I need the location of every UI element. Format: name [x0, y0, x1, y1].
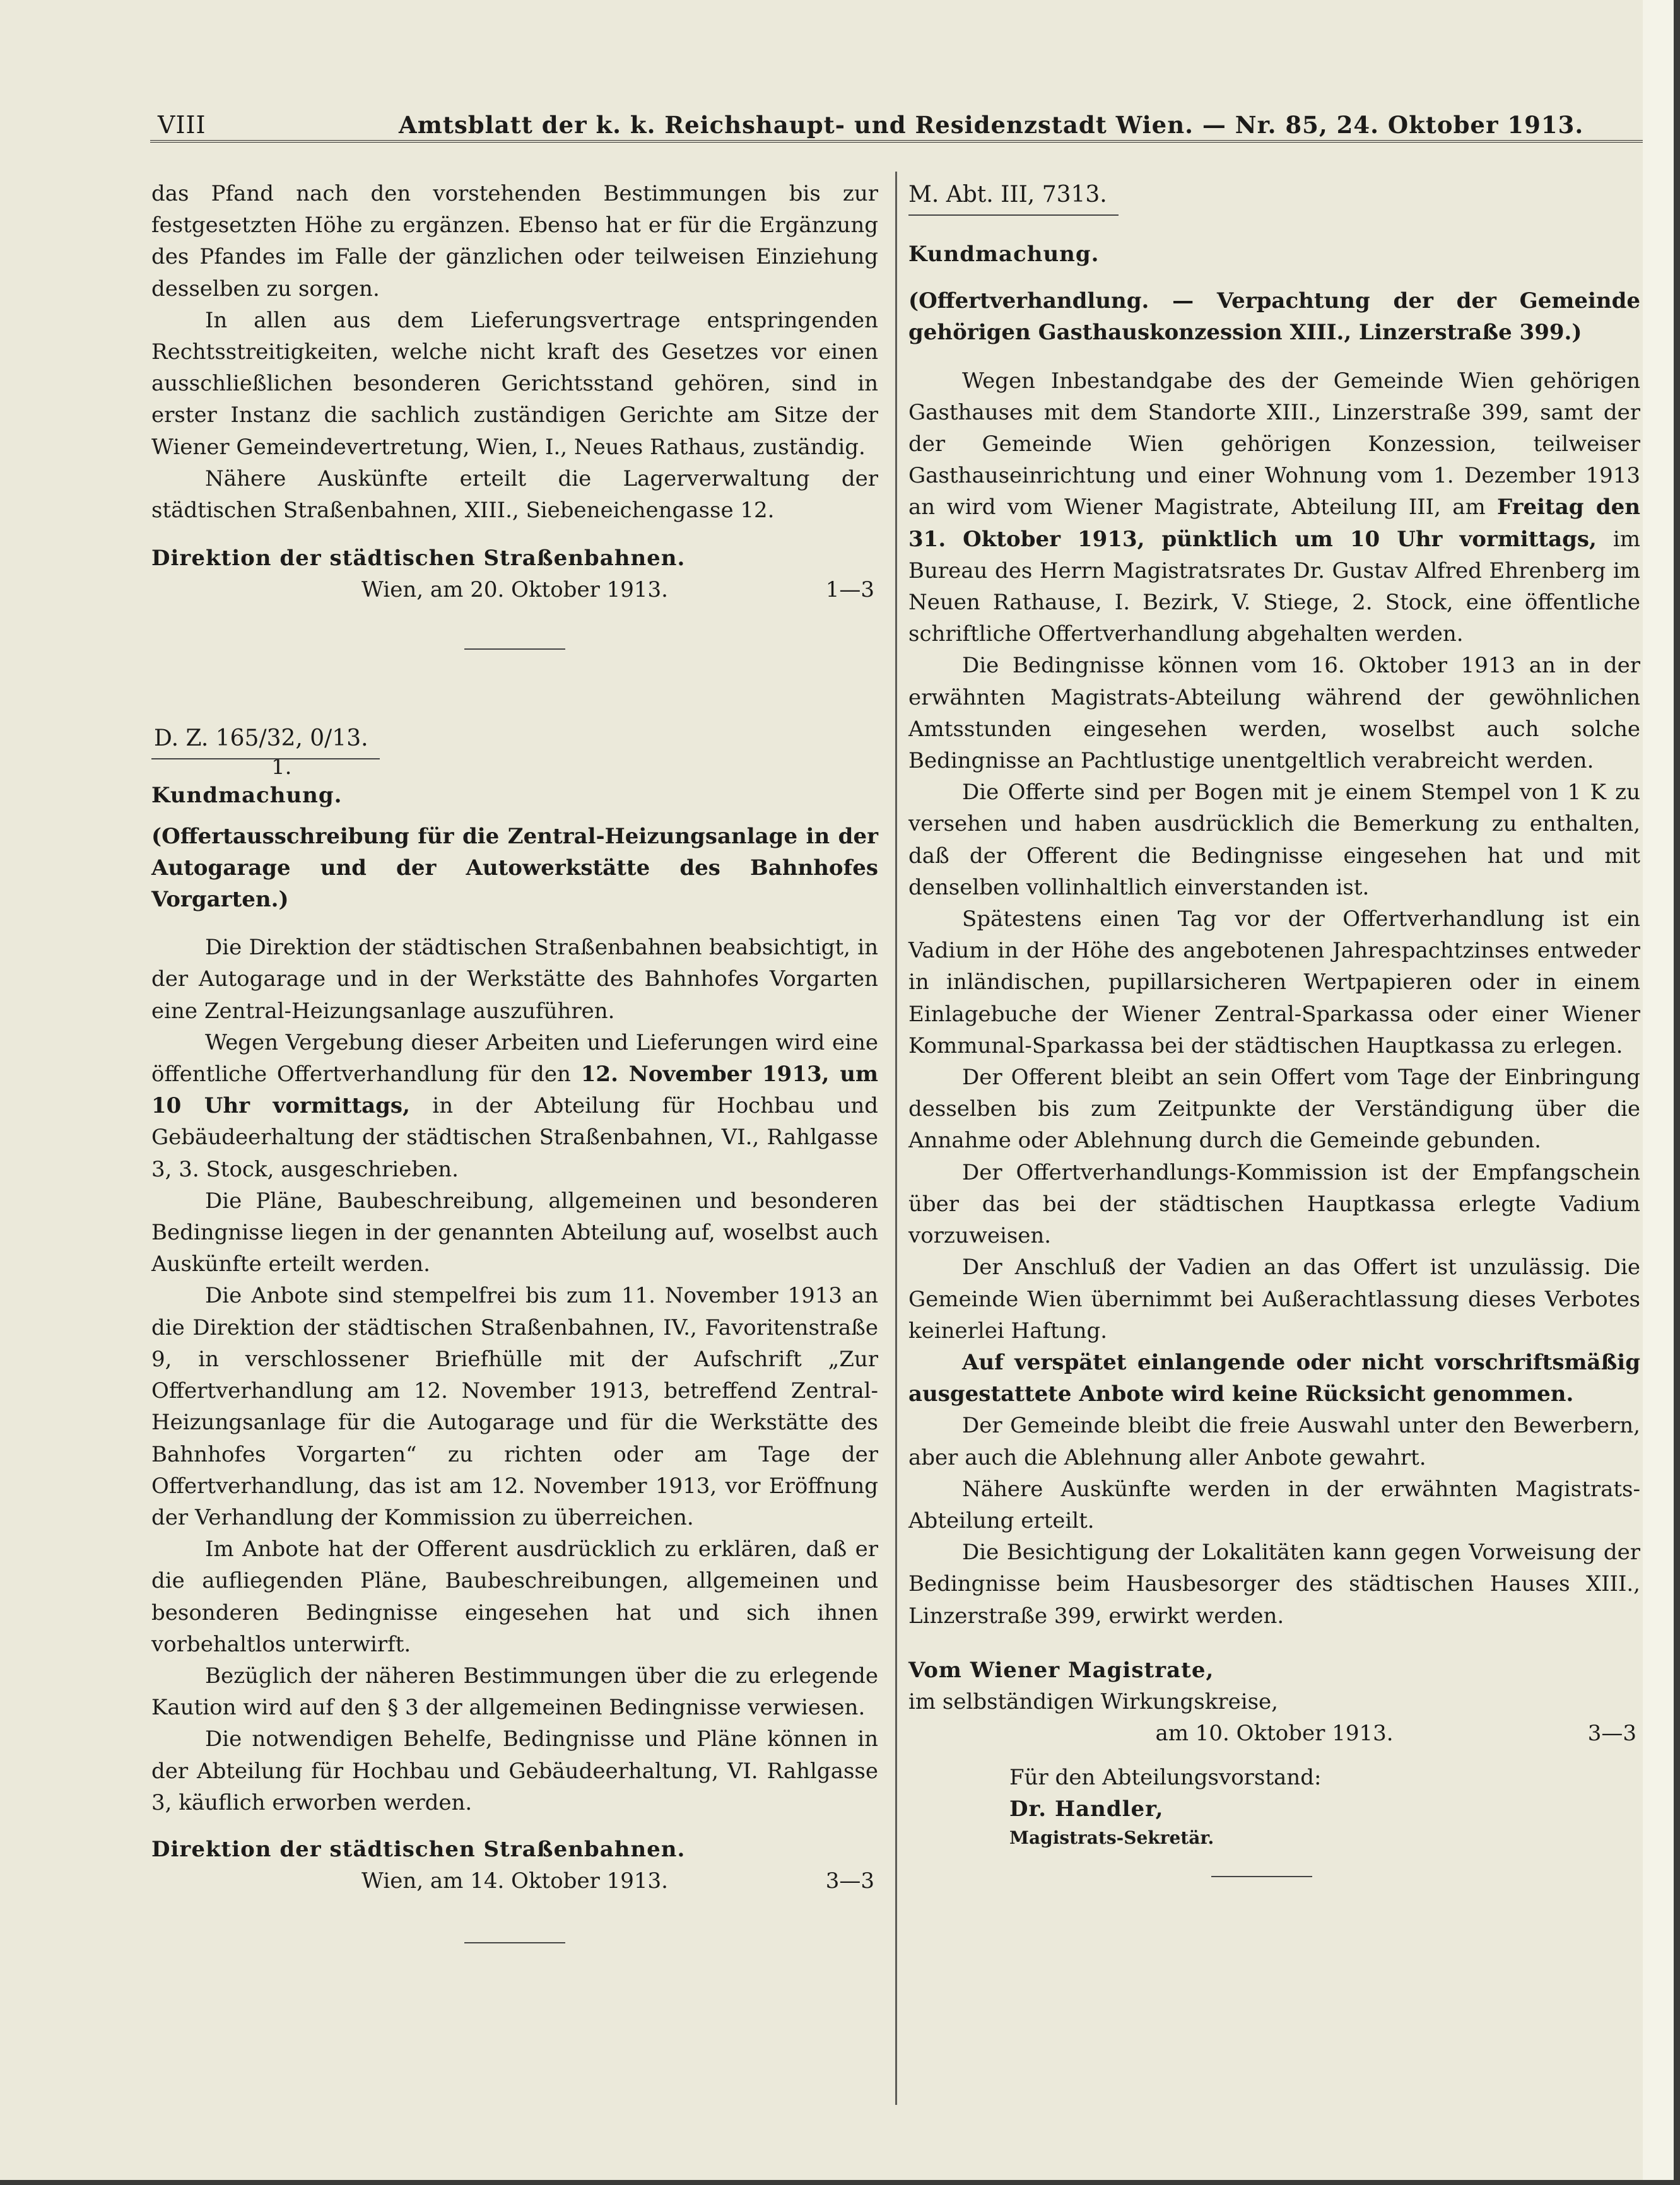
bold-date: 12. November 1913, um 10 Uhr vormittags, [151, 1062, 879, 1119]
paragraph: Im Anbote hat der Offerent ausdrücklich zu erklären, daß er die aufliegenden Pläne, Baubeschreibungen, allgemeinen und besonderen Bedingnisse eingesehen hat und sich ihnen vorbehaltlos unterwirft. [151, 1537, 878, 1657]
paragraph-text: im Bureau des Herrn Magistratsrates Dr. Gustav Alfred Ehrenberg im Neuen Rathause, I. Bezirk, V. Stiege, 2. Stock, eine öffentliche schriftliche Offertverhandlung abgehalten werden. [908, 526, 1640, 647]
header-rule [150, 140, 1643, 143]
right-column [908, 178, 1640, 1877]
signature-date: am 10. Oktober 1913. [1155, 1721, 1394, 1747]
page-number: VIII [158, 111, 206, 139]
paragraph: Bezüglich der näheren Bestimmungen über die zu erlegende Kaution wird auf den § 3 der allgemeinen Bedingnisse verwiesen. [151, 1663, 878, 1721]
paragraph: In allen aus dem Lieferungsvertrage entspringenden Rechtsstreitigkeiten, welche nicht kraft des Gesetzes vor einen ausschließlichen besonderen Gerichtsstand gehören, sind in erster Instanz die sachlich zuständigen Gerichte am Sitze der Wiener Gemeindevertretung, Wien, I., Neues Rathaus, zuständig. [151, 307, 878, 460]
insertion-number: 3—3 [825, 1868, 874, 1894]
notice-subtitle: (Offertausschreibung für die Zentral-Heizungsanlage in der Autogarage und der Autowerkstätte des Bahnhofes Vorgarten.) [151, 823, 878, 913]
paragraph: Nähere Auskünfte werden in der erwähnten Magistrats-Abteilung erteilt. [908, 1476, 1640, 1533]
notice-heading: Kundmachung. [151, 783, 343, 809]
signature-date: Wien, am 20. Oktober 1913. [361, 577, 668, 603]
signature-date: Wien, am 14. Oktober 1913. [361, 1868, 668, 1894]
signature-org: Direktion der städtischen Straßenbahnen. [151, 1836, 686, 1862]
paragraph: Spätestens einen Tag vor der Offertverhandlung ist ein Vadium in der Höhe des angebotenen Jahrespachtzinses entweder in inländischen, pupillarsicheren Wertpapieren oder in einem Einlagebuche der Wiener Zentral-Sparkassa oder einer Wiener Kommunal-Sparkassa bei der städtischen Hauptkassa zu erlegen. [908, 906, 1640, 1058]
signature-org: Direktion der städtischen Straßenbahnen. [151, 546, 686, 571]
notice-subtitle: (Offertverhandlung. — Verpachtung der der Gemeinde gehörigen Gasthauskonzession XIII., Linzerstraße 399.) [908, 288, 1640, 346]
emphasis-paragraph: Auf verspätet einlangende oder nicht vorschriftsmäßig ausgestattete Anbote wird keine Rücksicht genommen. [908, 1349, 1640, 1407]
paragraph: Der Offertverhandlungs-Kommission ist der Empfangschein über das bei der städtischen Hauptkassa erlegte Vadium vorzuweisen. [908, 1159, 1640, 1249]
signature-org: Vom Wiener Magistrate, [908, 1657, 1214, 1683]
signature-name: Dr. Handler, [1009, 1796, 1164, 1822]
signature-title: Magistrats-Sekretär. [1009, 1827, 1214, 1848]
insertion-number: 1—3 [825, 577, 874, 603]
paragraph [151, 1027, 878, 1185]
paragraph: Der Anschluß der Vadien an das Offert ist unzulässig. Die Gemeinde Wien übernimmt bei Außerachtlassung dieses Verbotes keinerlei Haftung. [908, 1255, 1640, 1344]
section-rule [1211, 1876, 1312, 1877]
insertion-number: 3—3 [1587, 1721, 1636, 1747]
left-column [151, 178, 878, 1943]
paragraph [908, 365, 1640, 650]
paragraph: Die Bedingnisse können vom 16. Oktober 1913 an in der erwähnten Magistrats-Abteilung während der gewöhnlichen Amtsstunden eingesehen werden, woselbst auch solche Bedingnisse an Pachtlustige unentgeltlich verabreicht werden. [908, 653, 1640, 774]
paragraph: Die Besichtigung der Lokalitäten kann gegen Vorweisung der Bedingnisse beim Hausbesorger des städtischen Hauses XIII., Linzerstraße 399, erwirkt werden. [908, 1540, 1640, 1629]
notice-reference: D. Z. 165/32, 0/13. [151, 723, 380, 759]
continuation-paragraph: das Pfand nach den vorstehenden Bestimmungen bis zur festgesetzten Höhe zu ergänzen. Ebenso hat er für die Ergänzung des Pfandes im Falle der gänzlichen oder teilweisen Einziehung desselben zu sorgen. [151, 181, 878, 302]
paragraph: Nähere Auskünfte erteilt die Lagerverwaltung der städtischen Straßenbahnen, XIII., Siebeneichengasse 12. [151, 466, 878, 524]
paragraph: Die Pläne, Baubeschreibung, allgemeinen und besonderen Bedingnisse liegen in der genannten Abteilung auf, woselbst auch Auskünfte erteilt werden. [151, 1188, 878, 1277]
bold-date: Freitag den 31. Oktober 1913, pünktlich um 10 Uhr vormittags, [908, 495, 1640, 552]
section-rule [464, 1942, 565, 1943]
notice-heading: Kundmachung. [908, 242, 1100, 267]
signature-dateline [151, 574, 878, 606]
paragraph: Der Offerent bleibt an sein Offert vom Tage der Einbringung desselben bis zum Zeitpunkte der Verständigung über die Annahme oder Ablehnung durch die Gemeinde gebunden. [908, 1065, 1640, 1154]
running-title: Amtsblatt der k. k. Reichshaupt- und Residenzstadt Wien. — Nr. 85, 24. Oktober 1913. [399, 111, 1584, 139]
paragraph-text: Wegen Vergebung dieser Arbeiten und Lieferungen wird eine öffentliche Offertverhandlung für den [151, 1029, 878, 1087]
signature-dateline [151, 1865, 878, 1897]
paragraph-text: in der Abteilung für Hochbau und Gebäudeerhaltung der städtischen Straßenbahnen, VI., Rahlgasse 3, 3. Stock, ausgeschrieben. [151, 1093, 879, 1182]
paragraph: Die Offerte sind per Bogen mit je einem Stempel von 1 K zu versehen und haben ausdrücklich die Bemerkung zu enthalten, daß der Offerent die Bedingnisse eingesehen hat und mit denselben vollinhaltlich einverstanden ist. [908, 780, 1640, 900]
column-divider [895, 172, 897, 2105]
signature-dateline [908, 1718, 1640, 1749]
paragraph: Die Anbote sind stempelfrei bis zum 11. November 1913 an die Direktion der städtischen Straßenbahnen, IV., Favoritenstraße 9, in verschlossener Briefhülle mit der Aufschrift „Zur Offertverhandlung am 12. November 1913, betreffend Zentral-Heizungsanlage für die Autogarage und für die Werkstätte des Bahnhofes Vorgarten“ zu richten oder am Tage der Offertverhandlung, das ist am 12. November 1913, vor Eröffnung der Verhandlung der Kommission zu überreichen. [151, 1283, 878, 1530]
paragraph-text: Wegen Inbestandgabe des der Gemeinde Wien gehörigen Gasthauses mit dem Standorte XIII., Linzerstraße 399, samt der der Gemeinde Wien gehörigen Konzession, teilweiser Gasthauseinrichtung und einer Wohnung vom 1. Dezember 1913 an wird vom Wiener Magistrate, Abteilung III, am [908, 368, 1640, 520]
notice-ref-sub: 1. [271, 754, 292, 780]
paragraph: Der Gemeinde bleibt die freie Auswahl unter den Bewerbern, aber auch die Ablehnung aller Anbote gewahrt. [908, 1413, 1640, 1470]
notice-ref-block [151, 723, 878, 754]
signature-scope: im selbständigen Wirkungskreise, [908, 1689, 1278, 1714]
signature-for: Für den Abteilungsvorstand: [1009, 1765, 1322, 1791]
paragraph: Die notwendigen Behelfe, Bedingnisse und Pläne können in der Abteilung für Hochbau und Gebäudeerhaltung, VI. Rahlgasse 3, käuflich erworben werden. [151, 1726, 878, 1815]
notice-reference: M. Abt. III, 7313. [908, 179, 1119, 216]
page-edge [1643, 0, 1674, 2180]
paragraph: Die Direktion der städtischen Straßenbahnen beabsichtigt, in der Autogarage und in der Werkstätte des Bahnhofes Vorgarten eine Zentral-Heizungsanlage auszuführen. [151, 935, 878, 1024]
page-header [158, 105, 1640, 155]
